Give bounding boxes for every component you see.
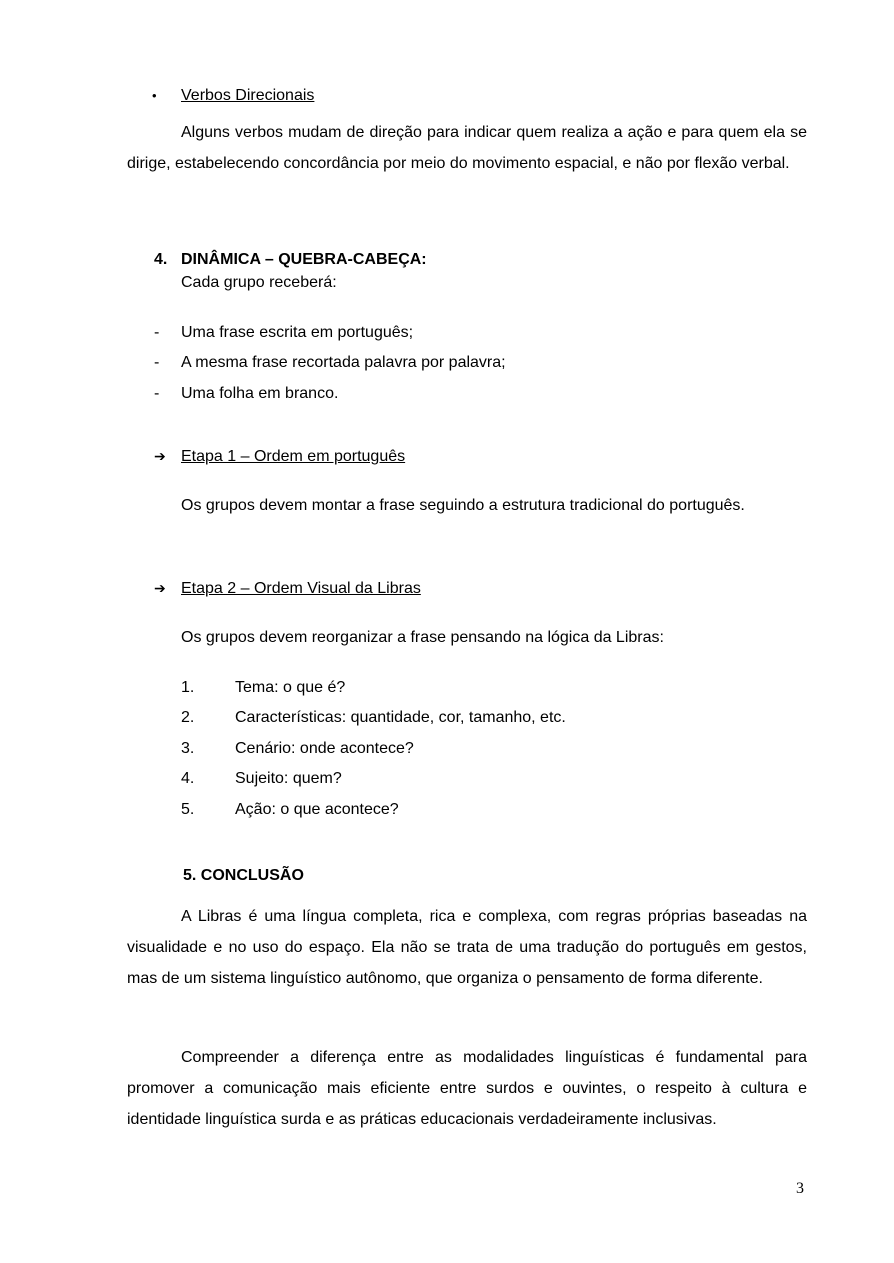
paragraph: A Libras é uma língua completa, rica e complexa, com regras próprias baseadas na visualidade e no uso do espaço. Ela não se trata de uma tradução do português em gestos, mas de um sistema linguístico autônomo, que organiza o pensamento de forma diferente. <box>127 908 807 987</box>
step-number: 5. <box>181 801 195 818</box>
list-marker: - <box>154 324 160 341</box>
step-text: Ação: o que acontece? <box>235 801 399 818</box>
arrow-icon: ➔ <box>154 448 166 464</box>
section-number: 4. <box>154 251 168 268</box>
paragraph: Alguns verbos mudam de direção para indicar quem realiza a ação e para quem ela se dirige, estabelecendo concordância por meio do movimento espacial, e não por flexão verbal. <box>127 124 807 172</box>
section-heading: DINÂMICA – QUEBRA-CABEÇA: <box>181 251 427 268</box>
arrow-icon: ➔ <box>154 580 166 596</box>
list-marker: - <box>154 385 160 402</box>
step-number: 3. <box>181 740 195 757</box>
list-marker: - <box>154 354 160 371</box>
etapa-title: Etapa 2 – Ordem Visual da Libras <box>181 580 421 597</box>
list-item: Uma folha em branco. <box>181 385 339 402</box>
intro-text: Os grupos devem reorganizar a frase pensando na lógica da Libras: <box>181 629 664 646</box>
paragraph: Os grupos devem montar a frase seguindo a estrutura tradicional do português. <box>181 497 745 514</box>
step-text: Características: quantidade, cor, tamanho, etc. <box>235 709 566 726</box>
paragraph: Compreender a diferença entre as modalidades linguísticas é fundamental para promover a comunicação mais eficiente entre surdos e ouvintes, o respeito à cultura e identidade linguística surda e as práticas educacionais verdadeiramente inclusivas. <box>127 1049 807 1128</box>
page-number: 3 <box>796 1180 804 1197</box>
step-text: Tema: o que é? <box>235 679 346 696</box>
etapa-title: Etapa 1 – Ordem em português <box>181 448 406 465</box>
intro-text: Cada grupo receberá: <box>181 274 337 291</box>
step-number: 2. <box>181 709 195 726</box>
bullet-marker: • <box>152 88 157 103</box>
subsection-title: Verbos Direcionais <box>181 87 315 104</box>
step-number: 1. <box>181 679 195 696</box>
step-text: Cenário: onde acontece? <box>235 740 414 757</box>
list-item: Uma frase escrita em português; <box>181 324 414 341</box>
list-item: A mesma frase recortada palavra por palavra; <box>181 354 506 371</box>
step-text: Sujeito: quem? <box>235 770 342 787</box>
section-heading: 5. CONCLUSÃO <box>183 867 304 884</box>
step-number: 4. <box>181 770 195 787</box>
